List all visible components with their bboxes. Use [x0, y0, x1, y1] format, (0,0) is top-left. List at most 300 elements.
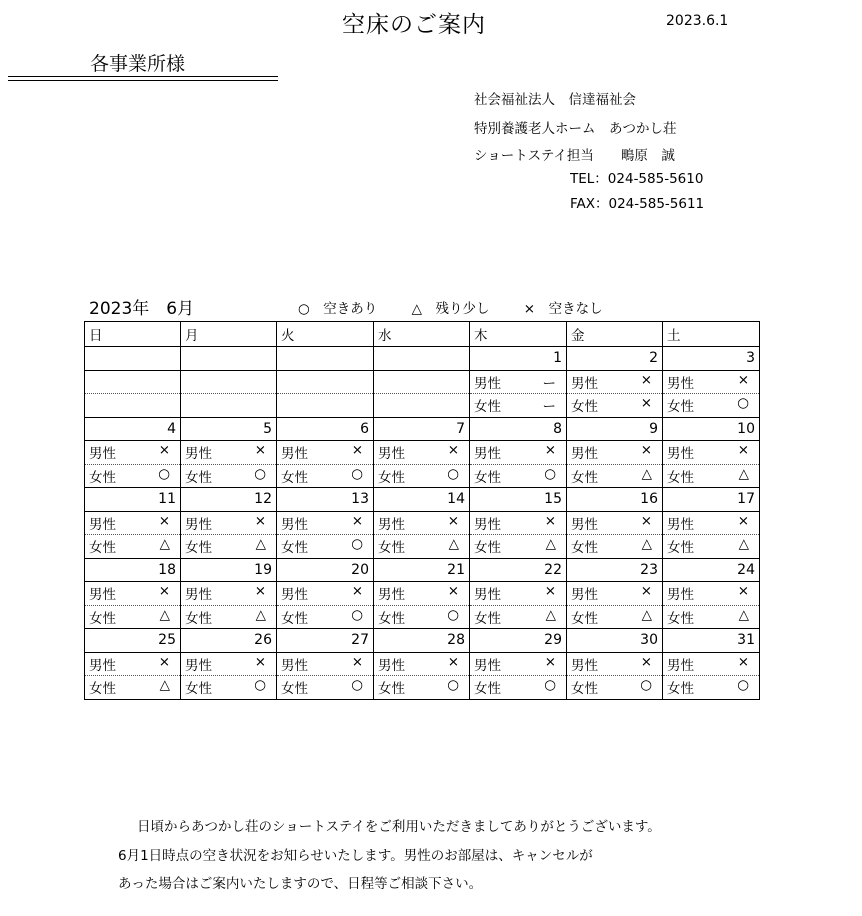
male-status-group — [378, 654, 465, 674]
male-cell — [181, 511, 277, 535]
male-cell — [567, 441, 663, 465]
male-status-group — [571, 513, 658, 533]
empty-day — [85, 347, 181, 371]
female-status-mark: △ — [545, 606, 556, 623]
female-status-group — [667, 536, 755, 556]
female-label: 女性 — [474, 610, 501, 627]
male-status-group — [185, 442, 272, 462]
male-status-mark: × — [447, 653, 459, 670]
female-label: 女性 — [667, 681, 694, 698]
day-number: 2 — [567, 347, 663, 371]
day-number-row — [85, 488, 760, 512]
female-status-mark: △ — [641, 606, 652, 623]
female-status-mark: ○ — [351, 465, 363, 482]
male-status-mark: × — [254, 583, 266, 600]
female-status-group — [571, 607, 658, 627]
day-number: 6 — [277, 417, 374, 441]
male-status-mark: × — [640, 583, 652, 600]
male-status-mark: × — [737, 512, 749, 529]
female-cell — [567, 676, 663, 700]
male-status-group — [281, 513, 369, 533]
female-status-mark: △ — [255, 606, 266, 623]
weekday-header: 火 — [277, 322, 374, 347]
day-number: 28 — [374, 629, 470, 653]
male-status-group — [378, 583, 465, 603]
male-cell — [567, 370, 663, 394]
female-status-group — [185, 536, 272, 556]
weekday-header: 水 — [374, 322, 470, 347]
male-cell — [181, 441, 277, 465]
female-availability-row — [85, 535, 760, 559]
male-label: 男性 — [378, 516, 405, 533]
female-availability-row — [85, 676, 760, 700]
female-label: 女性 — [571, 610, 598, 627]
female-availability-row — [85, 394, 760, 418]
legend-available: ○ 空きあり — [298, 301, 378, 317]
male-cell — [181, 370, 277, 394]
male-cell — [374, 370, 470, 394]
availability-calendar — [84, 321, 760, 700]
female-cell — [277, 394, 374, 418]
day-number: 22 — [470, 558, 567, 582]
day-number: 17 — [663, 488, 760, 512]
document-title: 空床のご案内 — [342, 12, 486, 38]
female-label: 女性 — [378, 540, 405, 557]
female-cell — [374, 605, 470, 629]
day-number: 23 — [567, 558, 663, 582]
female-cell — [374, 394, 470, 418]
female-status-mark: △ — [545, 536, 556, 553]
male-status-mark: × — [254, 512, 266, 529]
male-status-mark: × — [447, 512, 459, 529]
female-label: 女性 — [378, 681, 405, 698]
day-number: 25 — [85, 629, 181, 653]
female-status-mark: ○ — [447, 465, 459, 482]
female-status-mark: △ — [159, 606, 170, 623]
male-label: 男性 — [281, 657, 308, 674]
day-number: 9 — [567, 417, 663, 441]
female-label: 女性 — [474, 399, 501, 416]
female-status-mark: ○ — [158, 465, 170, 482]
male-status-mark: × — [544, 653, 556, 670]
female-status-group — [89, 536, 176, 556]
day-number: 18 — [85, 558, 181, 582]
female-cell — [85, 676, 181, 700]
female-status-group — [185, 607, 272, 627]
male-status-mark: ー — [542, 375, 556, 392]
male-label: 男性 — [474, 587, 501, 604]
male-status-group — [89, 513, 176, 533]
male-cell — [470, 370, 567, 394]
sender-tel: TEL：024-585-5610 — [570, 171, 704, 187]
male-label: 男性 — [571, 587, 598, 604]
male-status-group — [474, 513, 562, 533]
female-status-group — [378, 677, 465, 697]
male-cell — [85, 441, 181, 465]
empty-day — [181, 347, 277, 371]
day-number: 3 — [663, 347, 760, 371]
day-number: 1 — [470, 347, 567, 371]
male-label: 男性 — [185, 516, 212, 533]
female-label: 女性 — [281, 681, 308, 698]
male-cell — [663, 370, 760, 394]
female-cell — [567, 394, 663, 418]
male-cell — [181, 652, 277, 676]
weekday-header: 木 — [470, 322, 567, 347]
male-status-mark: × — [158, 512, 170, 529]
male-availability-row — [85, 511, 760, 535]
female-label: 女性 — [89, 610, 116, 627]
male-label: 男性 — [474, 657, 501, 674]
female-status-group — [474, 536, 562, 556]
male-status-group — [571, 372, 658, 392]
male-label: 男性 — [185, 446, 212, 463]
male-label: 男性 — [89, 587, 116, 604]
male-cell — [277, 370, 374, 394]
male-availability-row — [85, 652, 760, 676]
female-status-mark: ○ — [254, 677, 266, 694]
male-cell — [663, 441, 760, 465]
male-status-mark: × — [447, 442, 459, 459]
male-label: 男性 — [89, 516, 116, 533]
message-line-1: 日頃からあつかし荘のショートステイをご利用いただきましてありがとうございます。 — [137, 819, 661, 835]
female-label: 女性 — [185, 469, 212, 486]
female-label: 女性 — [378, 610, 405, 627]
male-cell — [663, 582, 760, 606]
male-cell — [277, 582, 374, 606]
issue-date: 2023.6.1 — [666, 13, 729, 29]
female-status-mark: ○ — [351, 677, 363, 694]
female-status-group — [378, 607, 465, 627]
female-cell — [663, 676, 760, 700]
male-status-group — [378, 442, 465, 462]
female-cell — [277, 605, 374, 629]
female-status-mark: △ — [738, 606, 749, 623]
female-label: 女性 — [571, 681, 598, 698]
male-status-group — [667, 513, 755, 533]
empty-day — [277, 347, 374, 371]
female-cell — [663, 535, 760, 559]
female-cell — [663, 464, 760, 488]
female-status-mark: △ — [738, 536, 749, 553]
female-status-mark: ○ — [737, 395, 749, 412]
male-status-group — [571, 583, 658, 603]
female-label: 女性 — [185, 610, 212, 627]
weekday-header: 金 — [567, 322, 663, 347]
female-status-group — [185, 677, 272, 697]
female-label: 女性 — [281, 469, 308, 486]
male-cell — [663, 652, 760, 676]
female-label: 女性 — [378, 469, 405, 486]
male-status-mark: × — [158, 653, 170, 670]
female-status-mark: ○ — [544, 677, 556, 694]
day-number-row — [85, 558, 760, 582]
female-label: 女性 — [89, 540, 116, 557]
male-label: 男性 — [474, 446, 501, 463]
male-status-mark: × — [737, 442, 749, 459]
male-label: 男性 — [89, 446, 116, 463]
female-status-mark: × — [640, 395, 652, 412]
weekday-header: 土 — [663, 322, 760, 347]
male-status-group — [474, 372, 562, 392]
day-number: 8 — [470, 417, 567, 441]
male-label: 男性 — [571, 516, 598, 533]
male-status-mark: × — [254, 653, 266, 670]
female-status-group — [89, 466, 176, 486]
male-status-group — [185, 513, 272, 533]
female-status-group — [378, 536, 465, 556]
female-cell — [374, 535, 470, 559]
male-status-group — [667, 372, 755, 392]
female-label: 女性 — [89, 469, 116, 486]
female-status-mark: ー — [542, 399, 556, 416]
male-cell — [374, 511, 470, 535]
day-number: 30 — [567, 629, 663, 653]
male-label: 男性 — [185, 587, 212, 604]
male-status-mark: × — [640, 512, 652, 529]
legend-few-left: △ 残り少し — [411, 301, 490, 317]
sender-facility: 特別養護老人ホーム あつかし荘 — [474, 121, 677, 137]
female-status-group — [474, 466, 562, 486]
male-cell — [567, 511, 663, 535]
male-status-group — [281, 442, 369, 462]
day-number-row — [85, 347, 760, 371]
recipient: 各事業所様 — [90, 53, 186, 75]
female-cell — [470, 394, 567, 418]
male-status-mark: × — [447, 583, 459, 600]
day-number: 14 — [374, 488, 470, 512]
message-line-2: 6月1日時点の空き状況をお知らせいたします。男性のお部屋は、キャンセルが — [118, 848, 593, 864]
female-status-mark: ○ — [254, 465, 266, 482]
male-status-group — [474, 654, 562, 674]
female-cell — [277, 464, 374, 488]
male-label: 男性 — [667, 587, 694, 604]
day-number: 15 — [470, 488, 567, 512]
female-status-mark: ○ — [544, 465, 556, 482]
male-availability-row — [85, 441, 760, 465]
weekday-header-row — [85, 322, 760, 347]
female-cell — [85, 535, 181, 559]
female-status-group — [89, 677, 176, 697]
male-cell — [374, 652, 470, 676]
female-status-mark: △ — [159, 536, 170, 553]
day-number: 21 — [374, 558, 470, 582]
female-status-mark: △ — [641, 465, 652, 482]
female-cell — [85, 605, 181, 629]
day-number: 31 — [663, 629, 760, 653]
male-status-mark: × — [640, 653, 652, 670]
female-label: 女性 — [281, 540, 308, 557]
female-status-mark: ○ — [447, 606, 459, 623]
male-status-group — [667, 583, 755, 603]
male-status-mark: × — [351, 442, 363, 459]
male-status-group — [89, 654, 176, 674]
recipient-underline-top — [8, 76, 278, 77]
female-cell — [85, 464, 181, 488]
female-status-mark: △ — [255, 536, 266, 553]
calendar-month-label: 2023年 6月 — [89, 299, 195, 319]
female-status-mark: ○ — [447, 677, 459, 694]
female-cell — [181, 394, 277, 418]
legend-full: × 空きなし — [523, 301, 603, 317]
female-cell — [567, 535, 663, 559]
female-availability-row — [85, 605, 760, 629]
day-number: 10 — [663, 417, 760, 441]
female-status-group — [281, 466, 369, 486]
day-number: 11 — [85, 488, 181, 512]
male-status-mark: × — [737, 583, 749, 600]
female-status-group — [571, 536, 658, 556]
male-status-group — [474, 583, 562, 603]
male-status-mark: × — [737, 653, 749, 670]
female-label: 女性 — [667, 610, 694, 627]
female-label: 女性 — [667, 399, 694, 416]
male-cell — [277, 511, 374, 535]
male-cell — [277, 441, 374, 465]
sender-contact: ショートステイ担当 鴫原 誠 — [474, 148, 675, 164]
female-status-group — [281, 677, 369, 697]
female-status-mark: △ — [448, 536, 459, 553]
day-number: 12 — [181, 488, 277, 512]
male-cell — [85, 511, 181, 535]
male-label: 男性 — [281, 516, 308, 533]
male-label: 男性 — [667, 446, 694, 463]
female-status-group — [571, 677, 658, 697]
female-status-group — [474, 677, 562, 697]
female-cell — [374, 464, 470, 488]
female-status-mark: △ — [159, 677, 170, 694]
male-label: 男性 — [667, 516, 694, 533]
female-cell — [663, 394, 760, 418]
male-status-group — [281, 654, 369, 674]
male-status-mark: × — [544, 583, 556, 600]
female-label: 女性 — [89, 681, 116, 698]
female-cell — [181, 464, 277, 488]
day-number: 24 — [663, 558, 760, 582]
female-status-group — [281, 536, 369, 556]
day-number: 16 — [567, 488, 663, 512]
male-label: 男性 — [378, 587, 405, 604]
male-label: 男性 — [667, 375, 694, 392]
male-label: 男性 — [378, 657, 405, 674]
female-label: 女性 — [571, 469, 598, 486]
male-status-group — [571, 654, 658, 674]
male-status-mark: × — [544, 442, 556, 459]
male-label: 男性 — [474, 516, 501, 533]
female-label: 女性 — [474, 681, 501, 698]
male-cell — [470, 582, 567, 606]
female-label: 女性 — [281, 610, 308, 627]
day-number: 26 — [181, 629, 277, 653]
male-cell — [181, 582, 277, 606]
male-status-group — [89, 442, 176, 462]
male-label: 男性 — [281, 587, 308, 604]
sender-fax: FAX：024-585-5611 — [570, 196, 705, 212]
male-cell — [470, 511, 567, 535]
female-cell — [374, 676, 470, 700]
male-label: 男性 — [185, 657, 212, 674]
female-cell — [470, 464, 567, 488]
female-status-group — [667, 395, 755, 415]
female-status-mark: ○ — [351, 536, 363, 553]
female-cell — [663, 605, 760, 629]
female-status-mark: ○ — [351, 606, 363, 623]
female-status-group — [281, 607, 369, 627]
male-status-group — [185, 583, 272, 603]
male-label: 男性 — [378, 446, 405, 463]
female-status-mark: ○ — [640, 677, 652, 694]
male-status-mark: × — [737, 371, 749, 388]
female-cell — [567, 464, 663, 488]
male-cell — [663, 511, 760, 535]
day-number-row — [85, 417, 760, 441]
female-availability-row — [85, 464, 760, 488]
female-status-mark: △ — [738, 465, 749, 482]
female-status-mark: △ — [641, 536, 652, 553]
male-status-mark: × — [544, 512, 556, 529]
male-label: 男性 — [474, 375, 501, 392]
male-label: 男性 — [571, 375, 598, 392]
weekday-header: 日 — [85, 322, 181, 347]
sender-organization: 社会福祉法人 信達福祉会 — [474, 92, 636, 108]
male-status-group — [667, 654, 755, 674]
day-number: 7 — [374, 417, 470, 441]
female-status-group — [474, 395, 562, 415]
male-status-mark: × — [351, 653, 363, 670]
male-cell — [470, 652, 567, 676]
female-status-group — [474, 607, 562, 627]
day-number: 20 — [277, 558, 374, 582]
male-cell — [374, 582, 470, 606]
female-cell — [277, 535, 374, 559]
male-availability-row — [85, 582, 760, 606]
male-label: 男性 — [281, 446, 308, 463]
female-cell — [85, 394, 181, 418]
male-cell — [567, 652, 663, 676]
female-status-group — [571, 466, 658, 486]
female-status-group — [667, 466, 755, 486]
recipient-underline-bottom — [8, 80, 278, 81]
male-cell — [85, 652, 181, 676]
message-line-3: あった場合はご案内いたしますので、日程等ご相談下さい。 — [118, 876, 483, 892]
male-cell — [85, 370, 181, 394]
male-status-mark: × — [158, 442, 170, 459]
male-status-group — [474, 442, 562, 462]
male-label: 男性 — [571, 446, 598, 463]
female-label: 女性 — [474, 469, 501, 486]
male-status-mark: × — [254, 442, 266, 459]
female-status-group — [571, 395, 658, 415]
female-status-group — [667, 607, 755, 627]
female-status-mark: ○ — [737, 677, 749, 694]
day-number: 27 — [277, 629, 374, 653]
male-status-mark: × — [351, 512, 363, 529]
empty-day — [374, 347, 470, 371]
female-cell — [181, 605, 277, 629]
male-status-mark: × — [640, 442, 652, 459]
female-cell — [470, 605, 567, 629]
female-label: 女性 — [667, 540, 694, 557]
male-cell — [567, 582, 663, 606]
day-number-row — [85, 629, 760, 653]
male-label: 男性 — [89, 657, 116, 674]
female-cell — [181, 676, 277, 700]
male-cell — [470, 441, 567, 465]
female-cell — [470, 535, 567, 559]
male-status-mark: × — [640, 371, 652, 388]
female-label: 女性 — [667, 469, 694, 486]
female-cell — [567, 605, 663, 629]
